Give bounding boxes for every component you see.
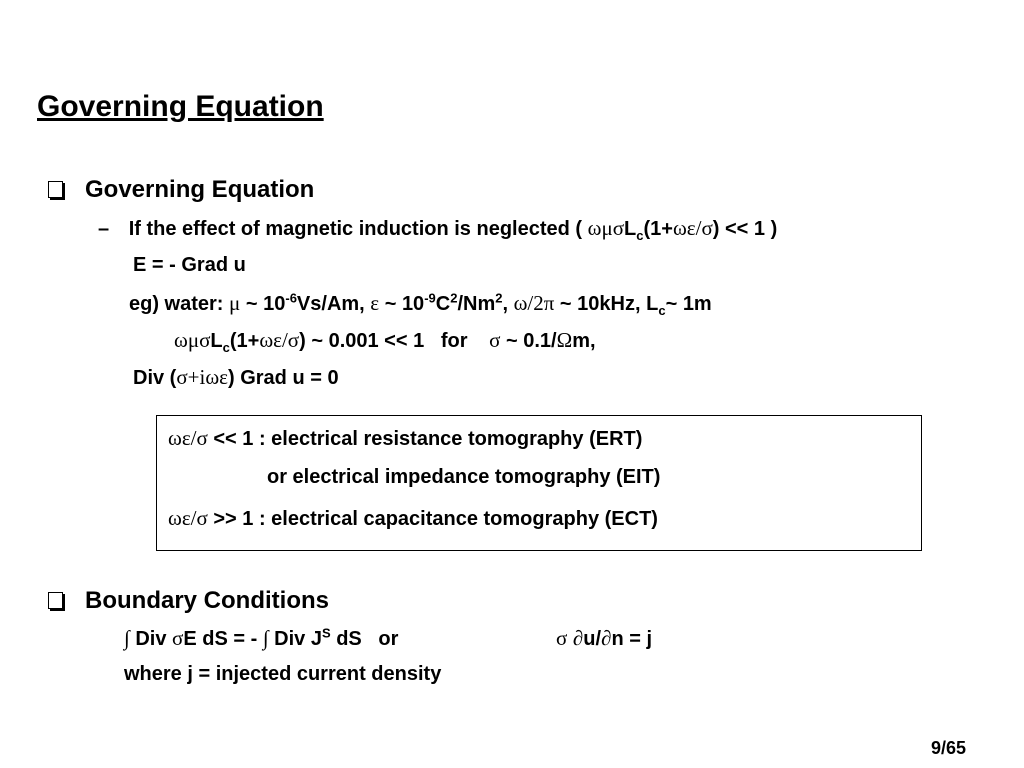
estimate-result: ) ~ 0.001 << 1 for [299, 330, 468, 352]
u-over: u/ [583, 628, 602, 650]
box-line-ect [168, 506, 658, 531]
condition-tail: ) << 1 ) [712, 218, 778, 240]
c-subscript: c [636, 228, 644, 243]
page-title: Governing Equation [37, 90, 324, 123]
ratio-symbol-2: ωε/σ [168, 506, 208, 530]
div-j: Div J [274, 628, 322, 650]
boundary-equation-line [124, 626, 398, 651]
comma: , [502, 293, 509, 315]
div-word: Div [135, 628, 167, 650]
omega-2pi-symbol: ω/2π [513, 291, 555, 315]
estimate-line [174, 328, 596, 353]
sigma-plus-i: σ+i [176, 365, 206, 389]
eps-symbol: ε [370, 291, 380, 315]
checkbox-bullet-icon [48, 181, 63, 198]
checkbox-bullet-icon-2 [48, 592, 63, 609]
dash-marker: – [98, 218, 110, 240]
section-boundary-heading [48, 587, 329, 615]
nm-unit: /Nm [457, 293, 496, 315]
c-subscript-2: c [658, 303, 666, 318]
omega-eps-sigma-symbol: ωε/σ [672, 216, 713, 240]
es-part: E dS = - [183, 628, 258, 650]
sigma-symbol-3: σ [556, 626, 568, 650]
tomography-box [156, 415, 922, 551]
ect-text: >> 1 : electrical capacitance tomography (ECT) [213, 508, 658, 530]
length-value: 1m [682, 293, 712, 315]
integral-symbol-2: ∫ [262, 626, 269, 650]
box-line-eit: or electrical impedance tomography (EIT) [267, 466, 661, 488]
section-heading-text-2: Boundary Conditions [85, 587, 329, 614]
tilde-4: ~ [665, 293, 678, 315]
neumann-condition [556, 626, 652, 651]
omega-mu-sigma-symbol: ωμσ [587, 216, 625, 240]
page-number: 9/65 [930, 738, 966, 758]
partial-symbol-2: ∂ [601, 626, 612, 650]
water-prefix: eg) water: [129, 293, 224, 315]
Omega-symbol: Ω [556, 328, 573, 352]
div-equation [133, 365, 339, 390]
S-superscript: S [321, 625, 331, 641]
tilde-3: ~ [559, 293, 572, 315]
exponent-2b: 2 [495, 290, 503, 306]
section-heading-text: Governing Equation [85, 176, 315, 203]
one-plus-2: (1+ [229, 330, 260, 352]
ten: 10 [263, 293, 286, 315]
c-unit: C [435, 293, 451, 315]
one-plus: (1+ [643, 218, 673, 240]
sigma-symbol-2: σ [172, 626, 184, 650]
section-governing-heading [48, 176, 314, 204]
current-density-note: where j = injected current density [124, 663, 442, 685]
L-symbol: L [624, 218, 637, 240]
ratio-symbol: ωε/σ [168, 426, 208, 450]
div-prefix: Div ( [133, 367, 177, 389]
condition-text: If the effect of magnetic induction is neglected ( [128, 218, 583, 240]
box-line-ert [168, 426, 642, 451]
water-example-line [129, 291, 712, 316]
L-symbol-3: L [210, 330, 223, 352]
sigma-value: ~ 0.1/ [506, 330, 557, 352]
exponent-minus6: -6 [285, 290, 297, 306]
L-symbol-2: L [646, 293, 659, 315]
omega-mu-sigma-symbol-2: ωμσ [174, 328, 211, 352]
omega-eps-symbol: ωε [205, 365, 228, 389]
frequency: 10kHz, [577, 293, 641, 315]
partial-symbol: ∂ [572, 626, 584, 650]
tilde-2: ~ [384, 293, 397, 315]
exponent-2a: 2 [450, 290, 458, 306]
sigma-unit-tail: m, [572, 330, 596, 352]
exponent-minus9: -9 [424, 290, 436, 306]
c-subscript-3: c [222, 340, 230, 355]
ds-or: dS or [336, 628, 399, 650]
ert-text: << 1 : electrical resistance tomography (ERT) [213, 428, 643, 450]
tilde: ~ [245, 293, 258, 315]
div-tail: ) Grad u = 0 [227, 367, 339, 389]
mu-symbol: μ [229, 291, 241, 315]
omega-eps-sigma-symbol-2: ωε/σ [259, 328, 300, 352]
ten-2: 10 [401, 293, 425, 315]
sigma-symbol: σ [489, 328, 501, 352]
condition-line [98, 216, 777, 241]
n-eq-j: n = j [611, 628, 653, 650]
vs-am-unit: Vs/Am, [296, 293, 365, 315]
equation-e-grad: E = - Grad u [133, 254, 246, 276]
integral-symbol: ∫ [124, 626, 130, 650]
